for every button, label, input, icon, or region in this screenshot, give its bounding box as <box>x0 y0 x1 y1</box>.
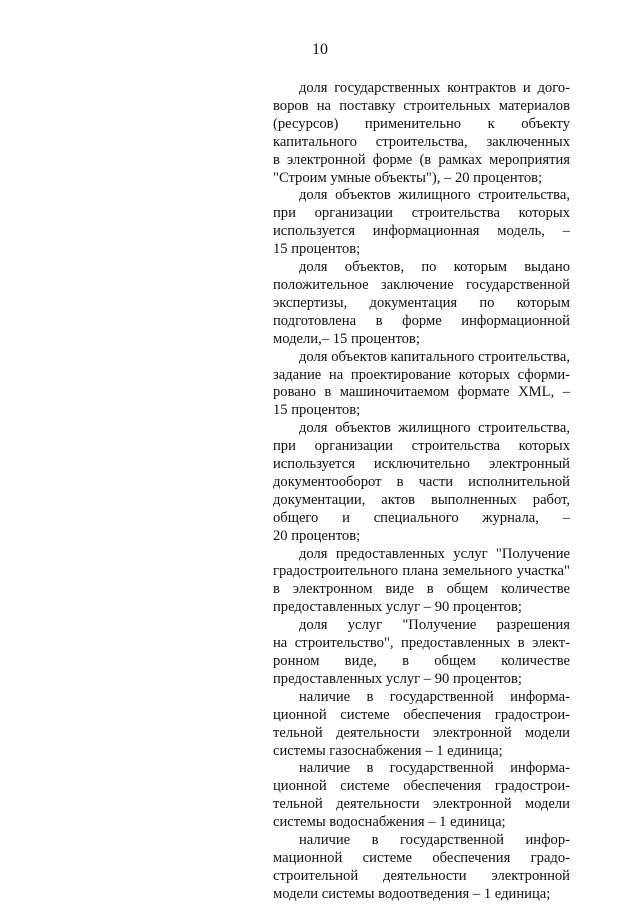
text-line: используется информационная модель, – <box>273 223 570 240</box>
text-line: задание на проектирование которых сформи- <box>273 366 570 383</box>
text-line: документации, актов выполненных работ, <box>273 491 570 508</box>
paragraph <box>273 187 570 259</box>
text-line: используется исключительно электронный <box>273 456 570 473</box>
paragraph <box>273 349 570 421</box>
text-line: ционной системе обеспечения градострои- <box>273 706 570 723</box>
text-line: предоставленных услуг – 90 процентов; <box>273 599 522 616</box>
text-line: наличие в государственной информа- <box>299 760 570 777</box>
text-line: на строительство", предоставленных в элект- <box>273 635 570 652</box>
text-line: доля объектов жилищного строительства, <box>299 420 570 437</box>
text-line: строительной деятельности электронной <box>273 867 570 884</box>
text-line: тельной деятельности электронной модели <box>273 724 570 741</box>
text-line: общего и специального журнала, – <box>273 509 570 526</box>
paragraph <box>273 259 570 349</box>
text-line: в электронной форме (в рамках мероприятия <box>273 151 570 168</box>
text-line: наличие в государственной инфор- <box>299 832 570 849</box>
document-body <box>273 80 570 904</box>
text-line: доля объектов капитального строительства, <box>299 348 570 365</box>
text-line: ровано в машиночитаемом формате XML, – <box>273 384 570 401</box>
paragraph <box>273 617 570 689</box>
text-line: (ресурсов) применительно к объекту <box>273 115 570 132</box>
text-line: модели,– 15 процентов; <box>273 330 420 347</box>
paragraph <box>273 546 570 618</box>
text-line: ционной системе обеспечения градострои- <box>273 778 570 795</box>
text-line: системы водоснабжения – 1 единица; <box>273 814 506 831</box>
text-line: 15 процентов; <box>273 241 361 258</box>
text-line: при организации строительства которых <box>273 438 570 455</box>
text-line: ронном виде, в общем количестве <box>273 653 570 669</box>
text-line: тельной деятельности электронной модели <box>273 796 570 813</box>
text-line: модели системы водоотведения – 1 единица; <box>273 885 551 902</box>
text-line: 20 процентов; <box>273 527 361 544</box>
text-line: доля предоставленных услуг "Получение <box>299 545 570 562</box>
text-line: наличие в государственной информа- <box>299 688 570 705</box>
text-line: подготовлена в форме информационной <box>273 312 570 329</box>
text-line: градостроительного плана земельного участка" <box>273 563 570 580</box>
text-line: "Строим умные объекты"), – 20 процентов; <box>273 169 543 186</box>
paragraph <box>273 80 570 187</box>
text-line: в электронном виде в общем количестве <box>273 581 570 598</box>
text-line: системы газоснабжения – 1 единица; <box>273 742 503 759</box>
paragraph <box>273 832 570 904</box>
text-line: 15 процентов; <box>273 402 361 419</box>
text-line: мационной системе обеспечения градо- <box>273 849 570 866</box>
text-line: предоставленных услуг – 90 процентов; <box>273 670 522 687</box>
paragraph <box>273 689 570 761</box>
text-line: доля услуг "Получение разрешения <box>299 617 570 634</box>
text-line: положительное заключение государственной <box>273 276 570 293</box>
page-number: 10 <box>312 41 328 58</box>
text-line: экспертизы, документация по которым <box>273 294 570 311</box>
text-line: при организации строительства которых <box>273 205 570 222</box>
text-line: воров на поставку строительных материалов <box>273 97 570 114</box>
text-line: доля объектов, по которым выдано <box>299 259 570 276</box>
text-line: документооборот в части исполнительной <box>273 473 570 490</box>
paragraph <box>273 420 570 545</box>
text-line: капитального строительства, заключенных <box>273 133 570 150</box>
text-line: доля государственных контрактов и дого- <box>299 80 570 96</box>
paragraph <box>273 760 570 832</box>
text-line: доля объектов жилищного строительства, <box>299 187 570 204</box>
